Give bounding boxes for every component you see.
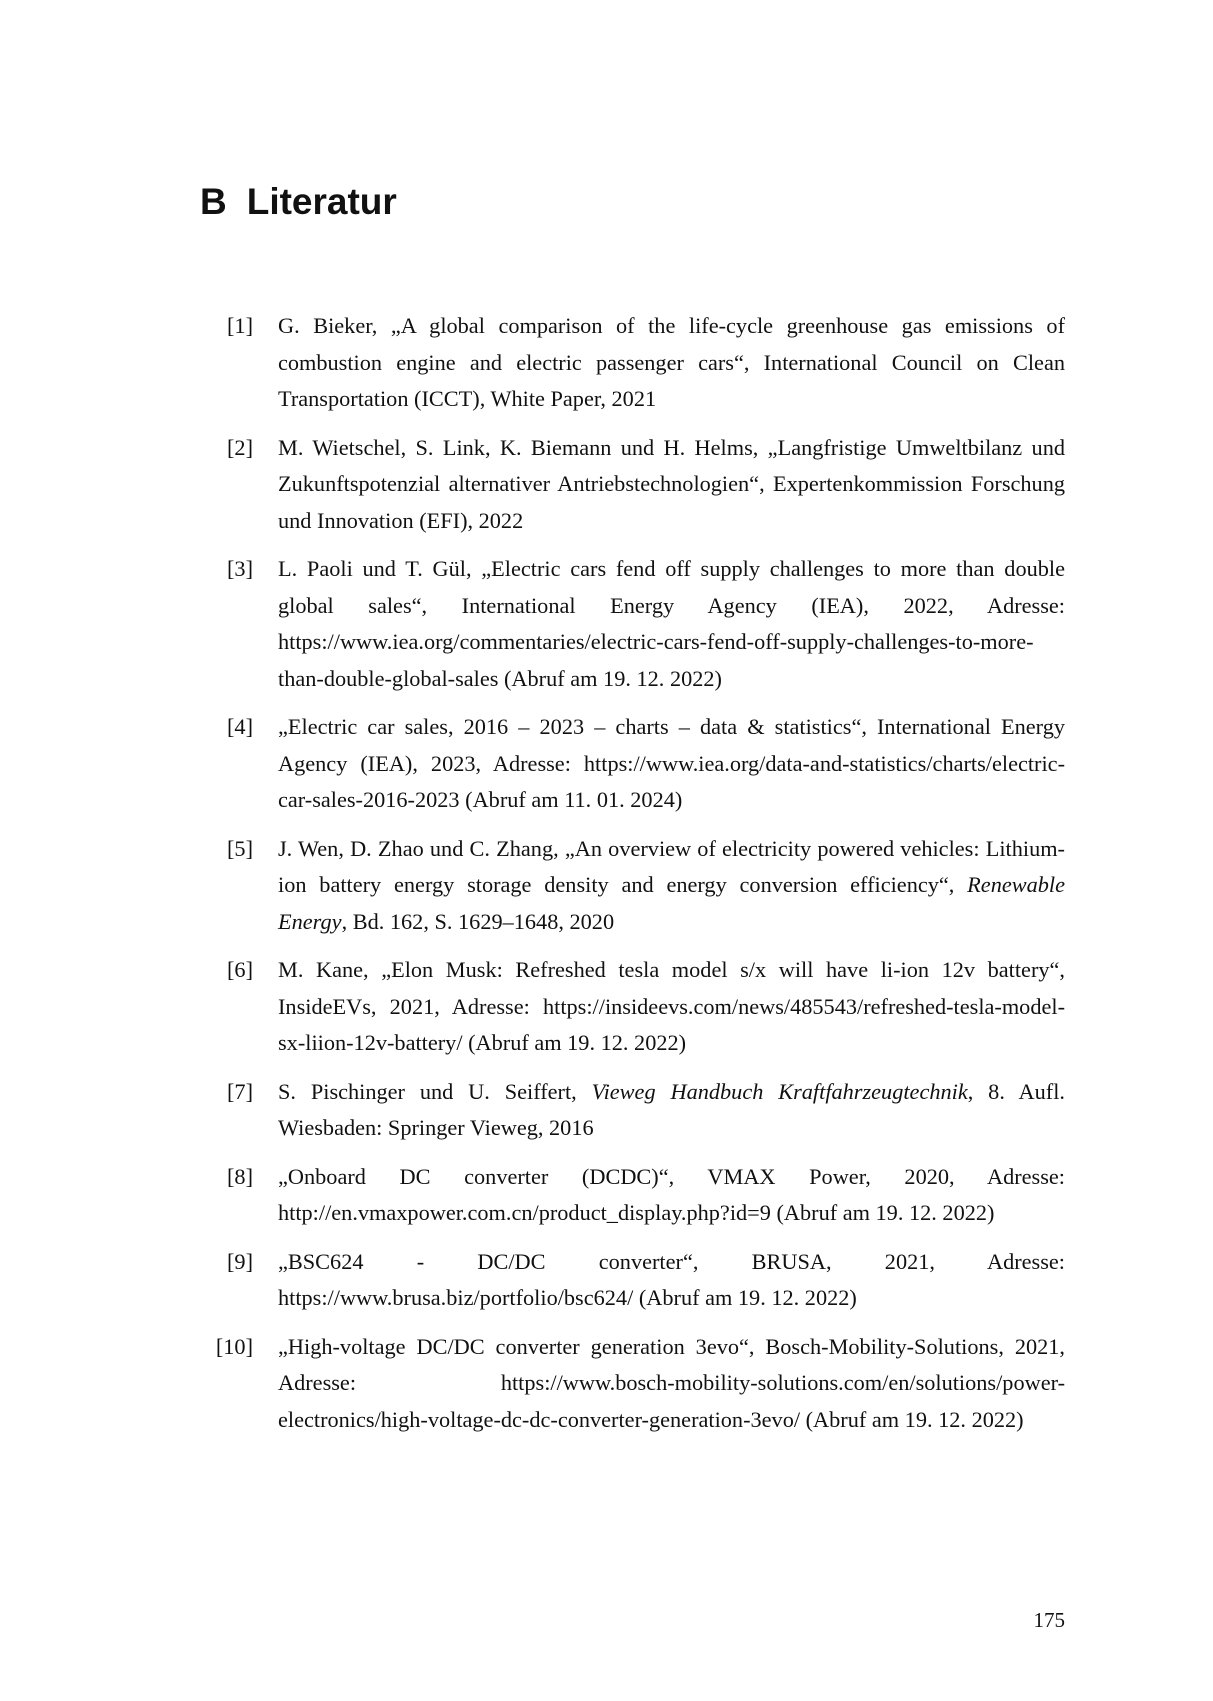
reference-list [203,308,1065,1450]
reference-item [203,1159,1065,1232]
reference-number: [3] [227,556,253,581]
reference-text: M. Kane, „Elon Musk: Refreshed tesla model s/x will have li-ion 12v battery“, InsideEVs, 2021, Adresse: https://insideevs.com/news/485543/refreshed-tesla-model-sx-liion-12v-battery/ (Abruf am 19. 12. 2022) [278,957,1065,1055]
reference-number: [7] [227,1078,253,1104]
journal-title: Renewable Energy [278,872,1065,934]
reference-text: „Onboard DC converter (DCDC)“, VMAX Power, 2020, Adresse: http://en.vmaxpower.com.cn/product_display.php?id=9 (Abruf am 19. 12. 2022) [278,1163,1065,1225]
reference-text-end: , Bd. 162, S. 1629–1648, 2020 [341,908,615,934]
reference-text: „High-voltage DC/DC converter generation 3evo“, Bosch-Mobility-Solutions, 2021, Adresse: https://www.bosch-mobility-solutions.com/en/solutions/power-electronics/high-voltage-dc-dc-converter-generation-3evo/ (Abruf am 19. 12. 2022) [278,1333,1065,1432]
reference-item [203,831,1065,941]
reference-text-end: , 8. Aufl. Wiesbaden: Springer Vieweg, 2016 [278,1078,1065,1140]
reference-item [203,1244,1065,1317]
reference-number: [2] [227,434,253,460]
reference-text: „BSC624 - DC/DC converter“, BRUSA, 2021, Adresse: https://www.brusa.biz/portfolio/bsc624/ (Abruf am 19. 12. 2022) [278,1248,1065,1310]
reference-item [203,1329,1065,1439]
reference-number: [1] [227,313,253,338]
reference-number: [6] [227,957,253,982]
reference-text [278,831,1065,941]
page-number: 175 [1033,1608,1065,1632]
chapter-letter: B [200,181,227,222]
chapter-heading [200,180,397,224]
reference-item [203,709,1065,819]
reference-number: [4] [227,714,253,739]
reference-item [203,1074,1065,1147]
reference-number: [8] [227,1163,253,1189]
reference-item [203,308,1065,418]
reference-text: G. Bieker, „A global comparison of the life-cycle greenhouse gas emissions of combustion engine and electric passenger cars“, International Council on Clean Transportation (ICCT), White Paper, 2021 [278,313,1065,411]
reference-number: [5] [227,835,253,861]
reference-item [203,430,1065,540]
reference-text-start: S. Pischinger und U. Seiffert, [278,1078,592,1104]
reference-item [203,551,1065,697]
reference-number: [10] [215,1333,253,1359]
reference-text [278,1074,1065,1147]
book-title: Vieweg Handbuch Kraftfahrzeugtechnik [591,1078,968,1104]
chapter-title: Literatur [246,181,397,222]
reference-number: [9] [227,1248,253,1274]
reference-text-start: J. Wen, D. Zhao und C. Zhang, „An overview of electricity powered vehicles: Lithium-ion battery energy storage density and energy conversion efficiency“, [278,835,1065,897]
reference-item [203,952,1065,1062]
reference-text: M. Wietschel, S. Link, K. Biemann und H. Helms, „Langfristige Umweltbilanz und Zukunftspotenzial alternativer Antriebstechnologien“, Expertenkommission Forschung und Innovation (EFI), 2022 [278,434,1065,533]
reference-text: L. Paoli und T. Gül, „Electric cars fend off supply challenges to more than double global sales“, International Energy Agency (IEA), 2022, Adresse: https://www.iea.org/commentaries/electric-cars-fend-off-supply-challenges-to-more-than-double-global-sales (Abruf am 19. 12. 2022) [278,556,1065,691]
reference-text: „Electric car sales, 2016 – 2023 – charts – data & statistics“, International Energy Agency (IEA), 2023, Adresse: https://www.iea.org/data-and-statistics/charts/electric-car-sales-2016-2023 (Abruf am 11. 01. 2024) [278,714,1065,812]
